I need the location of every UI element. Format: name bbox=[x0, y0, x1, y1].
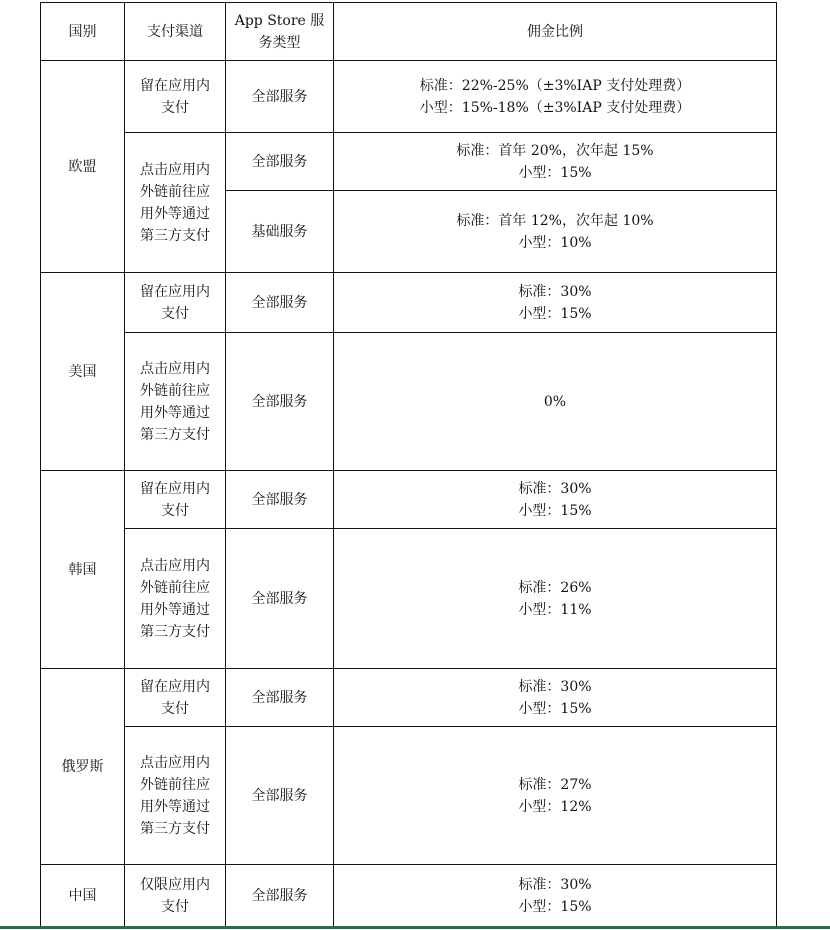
header-rate: 佣金比例 bbox=[334, 3, 777, 61]
table-row bbox=[41, 727, 777, 865]
service-cell: 全部服务 bbox=[226, 669, 334, 727]
header-channel: 支付渠道 bbox=[125, 3, 226, 61]
table-row bbox=[41, 273, 777, 333]
header-country: 国别 bbox=[41, 3, 125, 61]
table-row bbox=[41, 865, 777, 927]
channel-cell: 留在应用内 支付 bbox=[125, 669, 226, 727]
table-row bbox=[41, 529, 777, 669]
table-row bbox=[41, 669, 777, 727]
service-cell: 全部服务 bbox=[226, 727, 334, 865]
channel-cell: 留在应用内 支付 bbox=[125, 471, 226, 529]
bottom-divider bbox=[0, 926, 830, 929]
rate-cell: 标准：30% 小型：15% bbox=[334, 471, 777, 529]
channel-cell: 点击应用内 外链前往应 用外等通过 第三方支付 bbox=[125, 529, 226, 669]
country-cell: 韩国 bbox=[41, 471, 125, 669]
rate-cell: 标准：30% 小型：15% bbox=[334, 865, 777, 927]
channel-cell: 留在应用内 支付 bbox=[125, 273, 226, 333]
country-cell: 俄罗斯 bbox=[41, 669, 125, 865]
service-cell: 全部服务 bbox=[226, 61, 334, 133]
service-cell: 全部服务 bbox=[226, 865, 334, 927]
service-cell: 全部服务 bbox=[226, 471, 334, 529]
country-cell: 美国 bbox=[41, 273, 125, 471]
country-cell: 欧盟 bbox=[41, 61, 125, 273]
table-row bbox=[41, 471, 777, 529]
rate-cell: 标准：首年 20%，次年起 15% 小型：15% bbox=[334, 133, 777, 191]
table-row bbox=[41, 133, 777, 191]
rate-cell: 标准：首年 12%，次年起 10% 小型：10% bbox=[334, 191, 777, 273]
table-row bbox=[41, 333, 777, 471]
channel-cell: 点击应用内 外链前往应 用外等通过 第三方支付 bbox=[125, 133, 226, 273]
table-row bbox=[41, 61, 777, 133]
rate-cell: 0% bbox=[334, 333, 777, 471]
rate-cell: 标准：22%-25%（±3%IAP 支付处理费） 小型：15%-18%（±3%IAP 支付处理费） bbox=[334, 61, 777, 133]
channel-cell: 点击应用内 外链前往应 用外等通过 第三方支付 bbox=[125, 333, 226, 471]
header-row bbox=[41, 3, 777, 61]
country-cell: 中国 bbox=[41, 865, 125, 927]
service-cell: 全部服务 bbox=[226, 133, 334, 191]
service-cell: 全部服务 bbox=[226, 529, 334, 669]
service-cell: 全部服务 bbox=[226, 333, 334, 471]
channel-cell: 留在应用内 支付 bbox=[125, 61, 226, 133]
rate-cell: 标准：30% 小型：15% bbox=[334, 669, 777, 727]
header-service: App Store 服 务类型 bbox=[226, 3, 334, 61]
rate-cell: 标准：30% 小型：15% bbox=[334, 273, 777, 333]
channel-cell: 仅限应用内 支付 bbox=[125, 865, 226, 927]
rate-cell: 标准：27% 小型：12% bbox=[334, 727, 777, 865]
commission-table bbox=[40, 2, 777, 927]
service-cell: 全部服务 bbox=[226, 273, 334, 333]
rate-cell: 标准：26% 小型：11% bbox=[334, 529, 777, 669]
service-cell: 基础服务 bbox=[226, 191, 334, 273]
channel-cell: 点击应用内 外链前往应 用外等通过 第三方支付 bbox=[125, 727, 226, 865]
